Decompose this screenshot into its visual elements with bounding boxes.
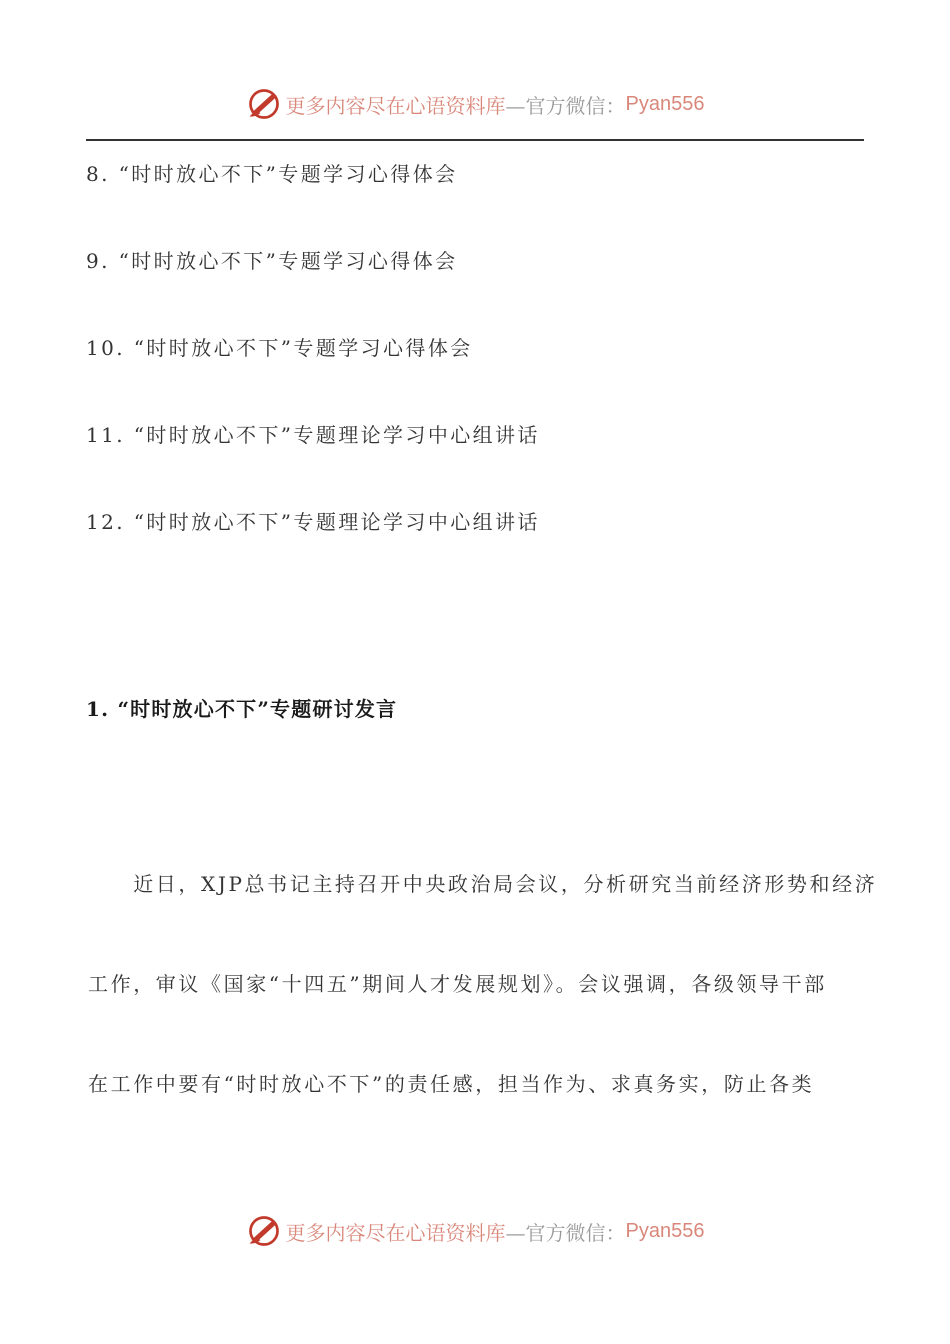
header-divider bbox=[86, 139, 864, 141]
paragraph-line-2: 工作，审议《国家“十四五”期间人才发展规划》。会议强调，各级领导干部 bbox=[88, 972, 827, 996]
pen-logo-icon bbox=[246, 1213, 282, 1249]
banner-wechat-id: Pyan556 bbox=[625, 1219, 705, 1242]
pen-logo-icon bbox=[246, 86, 282, 122]
footer-banner bbox=[0, 1209, 950, 1253]
header-banner bbox=[0, 82, 950, 126]
paragraph-line-1: 近日，XJP总书记主持召开中央政治局会议，分析研究当前经济形势和经济 bbox=[88, 872, 878, 896]
toc-item-12: 12. “时时放心不下”专题理论学习中心组讲话 bbox=[86, 510, 540, 534]
banner-site-name: 更多内容尽在心语资料库 bbox=[285, 93, 506, 118]
toc-item-8: 8. “时时放心不下”专题学习心得体会 bbox=[86, 162, 458, 186]
banner-site-name: 更多内容尽在心语资料库 bbox=[285, 1220, 506, 1245]
banner-wechat-label: —官方微信： bbox=[505, 1220, 626, 1245]
toc-item-10: 10. “时时放心不下”专题学习心得体会 bbox=[86, 336, 473, 360]
paragraph-line-3: 在工作中要有“时时放心不下”的责任感，担当作为、求真务实，防止各类 bbox=[88, 1072, 815, 1096]
section-heading: 1. “时时放心不下”专题研讨发言 bbox=[86, 697, 398, 721]
toc-item-9: 9. “时时放心不下”专题学习心得体会 bbox=[86, 249, 458, 273]
banner-wechat-label: —官方微信： bbox=[505, 93, 626, 118]
toc-item-11: 11. “时时放心不下”专题理论学习中心组讲话 bbox=[86, 423, 540, 447]
banner-wechat-id: Pyan556 bbox=[625, 92, 705, 115]
